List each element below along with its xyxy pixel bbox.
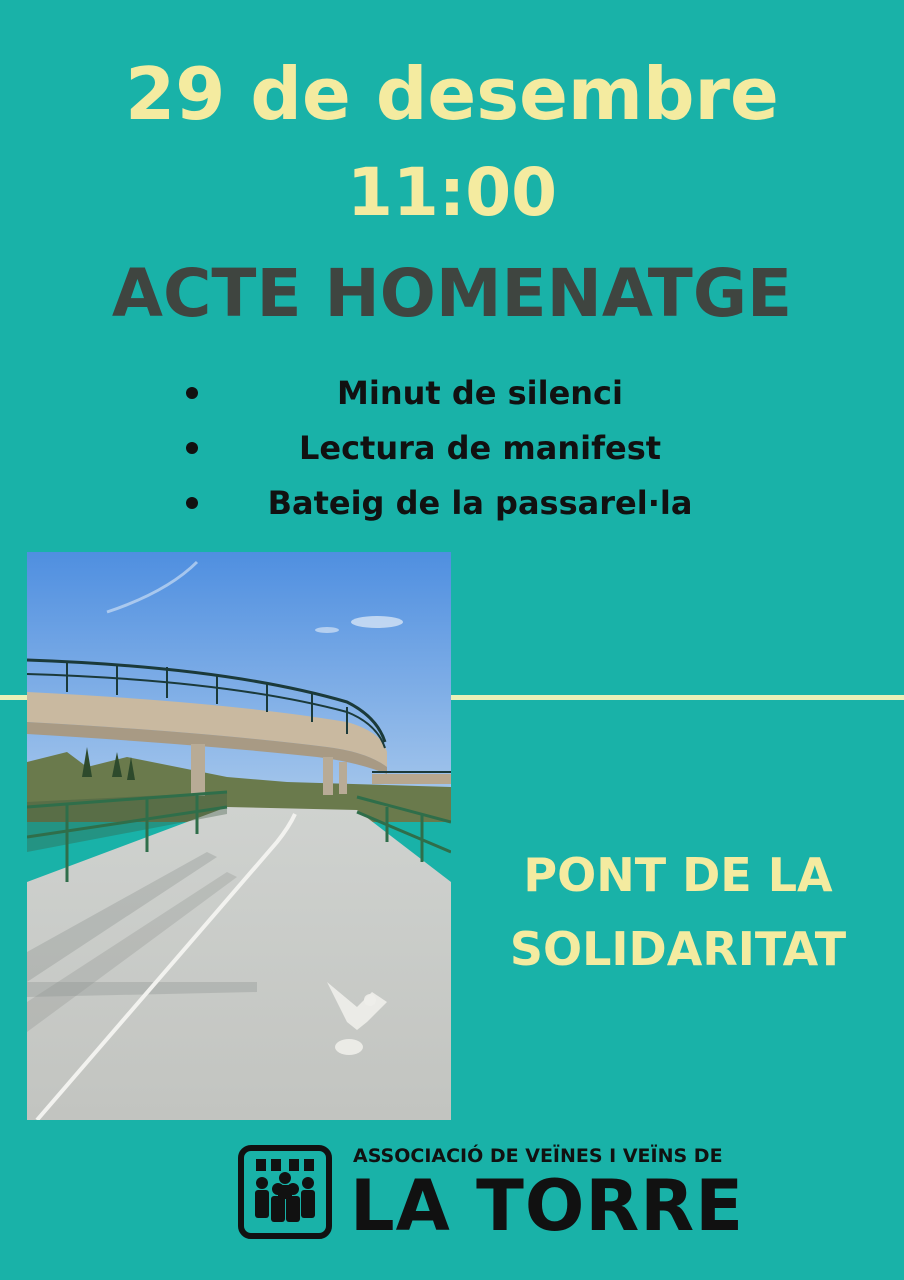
- bridge-photo: [27, 552, 451, 1120]
- program-item-label: Minut de silenci: [337, 374, 623, 412]
- program-item-label: Bateig de la passarel·la: [267, 484, 693, 522]
- bullet-icon: [186, 497, 198, 509]
- program-list: [180, 366, 740, 531]
- location-name: [452, 838, 904, 986]
- program-item-label: Lectura de manifest: [298, 429, 662, 467]
- location-line-1: PONT DE LA: [523, 848, 833, 902]
- association-logo-icon: [238, 1145, 332, 1239]
- event-time: 11:00: [346, 154, 558, 231]
- location-line-2: SOLIDARITAT: [509, 922, 847, 976]
- bullet-icon: [186, 387, 198, 399]
- organizer-name-main: LA TORRE: [350, 1165, 745, 1247]
- program-item: [180, 366, 740, 421]
- bullet-icon: [186, 442, 198, 454]
- program-item: [180, 476, 740, 531]
- organizer-name-top: ASSOCIACIÓ DE VEÏNES I VEÏNS DE: [353, 1145, 723, 1167]
- event-title: ACTE HOMENATGE: [111, 255, 793, 332]
- program-item: [180, 421, 740, 476]
- event-date: 29 de desembre: [125, 52, 779, 136]
